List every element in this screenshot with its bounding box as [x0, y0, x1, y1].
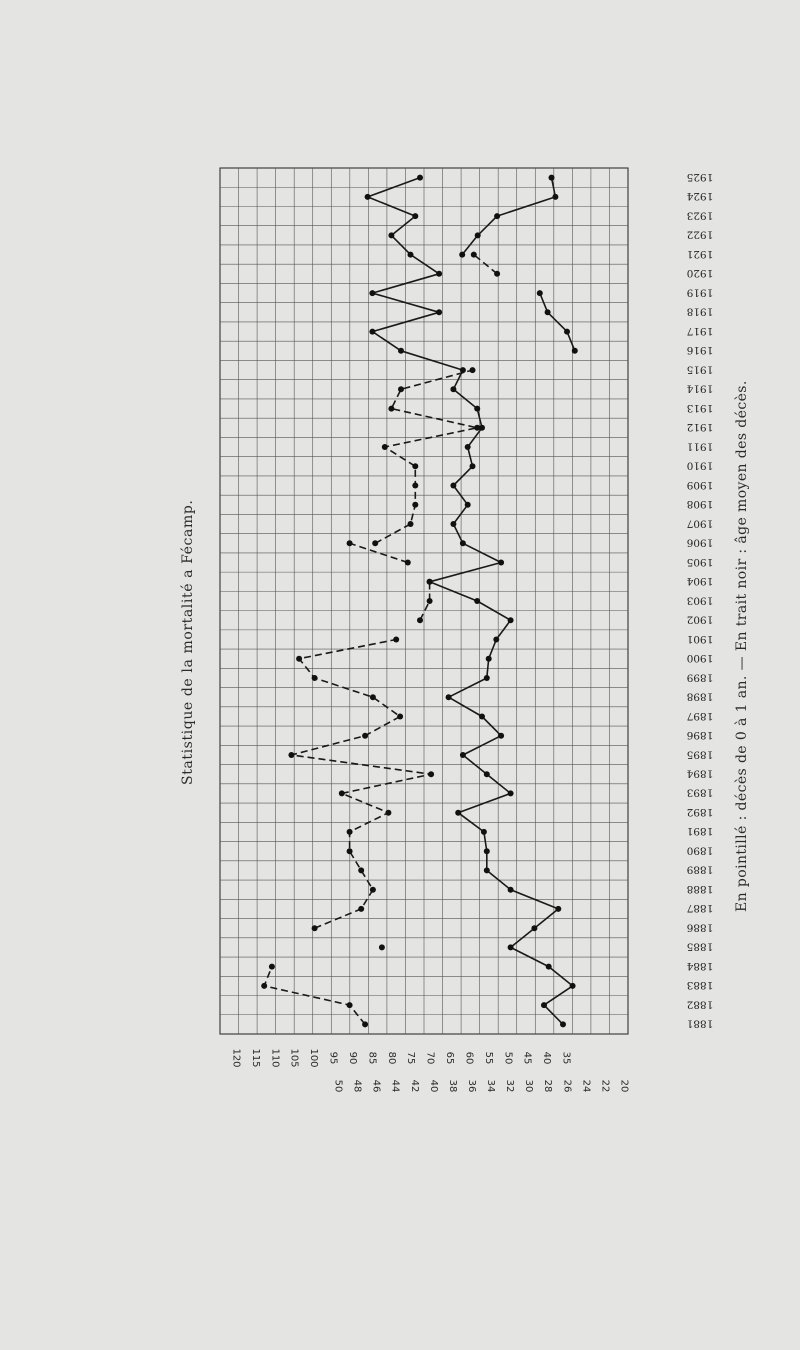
age-tick-label: 42	[408, 1079, 420, 1093]
data-point	[450, 521, 456, 527]
data-point	[372, 540, 378, 546]
chart-grid	[220, 168, 628, 1034]
year-label: 1924	[686, 190, 714, 203]
data-point	[484, 848, 490, 854]
data-point	[417, 617, 423, 623]
data-point	[412, 463, 418, 469]
year-label: 1925	[686, 170, 714, 183]
data-point	[564, 329, 570, 335]
year-label: 1897	[686, 709, 714, 722]
deaths-tick-label: 70	[424, 1051, 436, 1065]
deaths-tick-label: 100	[308, 1048, 320, 1068]
year-axis	[686, 171, 713, 1030]
data-point	[493, 637, 499, 643]
data-point	[408, 521, 414, 527]
data-point	[347, 1002, 353, 1008]
year-label: 1899	[686, 671, 714, 684]
data-point	[474, 598, 480, 604]
data-point	[508, 790, 514, 796]
data-point	[369, 290, 375, 296]
chart-title: Statistique de la mortalité a Fécamp.	[180, 499, 196, 785]
age-tick-label: 26	[561, 1079, 573, 1093]
year-label: 1921	[686, 247, 714, 260]
year-label: 1906	[686, 536, 714, 549]
deaths-tick-label: 110	[269, 1048, 281, 1068]
data-point	[541, 1002, 547, 1008]
data-point	[460, 540, 466, 546]
data-point	[450, 386, 456, 392]
data-point	[398, 348, 404, 354]
year-label: 1902	[686, 613, 714, 626]
data-point	[312, 925, 318, 931]
year-label: 1883	[686, 979, 714, 992]
data-point	[531, 925, 537, 931]
deaths-tick-label: 115	[249, 1048, 261, 1068]
data-point	[339, 790, 345, 796]
year-label: 1911	[686, 440, 714, 453]
data-point	[347, 829, 353, 835]
deaths-tick-label: 55	[482, 1051, 494, 1065]
data-point	[388, 232, 394, 238]
data-point	[436, 309, 442, 315]
solid-series-line	[368, 178, 573, 1025]
data-point	[393, 637, 399, 643]
year-label: 1889	[686, 863, 714, 876]
year-label: 1888	[686, 883, 714, 896]
data-point	[474, 406, 480, 412]
deaths-tick-label: 45	[521, 1051, 533, 1065]
year-label: 1913	[686, 401, 714, 414]
data-point	[365, 194, 371, 200]
age-tick-label: 22	[599, 1079, 611, 1093]
year-label: 1917	[686, 324, 714, 337]
data-point	[494, 213, 500, 219]
year-label: 1900	[686, 652, 714, 665]
data-point	[552, 194, 558, 200]
year-label: 1885	[686, 940, 714, 953]
data-point	[358, 906, 364, 912]
data-point	[572, 348, 578, 354]
data-point	[537, 290, 543, 296]
data-point	[470, 367, 476, 373]
data-point	[261, 983, 267, 989]
year-label: 1886	[686, 921, 714, 934]
data-point	[398, 386, 404, 392]
data-point	[479, 425, 485, 431]
deaths-tick-label: 65	[444, 1051, 455, 1065]
data-point	[412, 502, 418, 508]
deaths-tick-label: 85	[366, 1051, 378, 1065]
year-label: 1912	[686, 421, 714, 434]
data-point	[508, 944, 514, 950]
data-point	[405, 560, 411, 566]
data-point	[385, 810, 391, 816]
age-tick-label: 48	[351, 1079, 363, 1093]
data-point	[436, 271, 442, 277]
data-point	[446, 694, 452, 700]
age-tick-label: 46	[370, 1079, 382, 1093]
deaths-tick-label: 75	[405, 1051, 417, 1065]
data-point	[408, 252, 414, 258]
data-point	[269, 964, 275, 970]
year-label: 1915	[686, 363, 714, 376]
data-point	[460, 367, 466, 373]
data-point	[484, 675, 490, 681]
data-point	[484, 867, 490, 873]
data-point	[455, 810, 461, 816]
data-point	[508, 617, 514, 623]
data-point	[486, 656, 492, 662]
age-tick-label: 38	[446, 1079, 458, 1093]
deaths-tick-label: 50	[502, 1051, 514, 1065]
year-label: 1884	[686, 959, 714, 972]
data-point	[560, 1021, 566, 1027]
data-point	[545, 309, 551, 315]
year-label: 1895	[686, 748, 714, 761]
year-label: 1896	[686, 729, 714, 742]
year-label: 1905	[686, 555, 714, 568]
data-point	[358, 867, 364, 873]
year-label: 1907	[686, 517, 714, 530]
data-point	[362, 1021, 368, 1027]
data-point	[450, 483, 456, 489]
year-label: 1916	[686, 344, 714, 357]
age-tick-label: 50	[332, 1079, 344, 1093]
year-label: 1891	[686, 825, 714, 838]
year-label: 1892	[686, 806, 714, 819]
data-point	[427, 579, 433, 585]
data-point	[546, 964, 552, 970]
data-point	[570, 983, 576, 989]
deaths-tick-label: 120	[230, 1048, 242, 1068]
data-point	[471, 252, 477, 258]
year-label: 1904	[686, 575, 714, 588]
age-tick-label: 20	[618, 1079, 630, 1093]
deaths-tick-label: 35	[560, 1051, 572, 1065]
year-label: 1893	[686, 786, 714, 799]
data-point	[388, 406, 394, 412]
data-point	[479, 714, 485, 720]
data-point	[498, 733, 504, 739]
data-point	[382, 444, 388, 450]
year-label: 1890	[686, 844, 714, 857]
data-point	[428, 771, 434, 777]
age-tick-label: 40	[427, 1079, 439, 1093]
data-point	[470, 463, 476, 469]
deaths-tick-label: 80	[385, 1051, 397, 1065]
solid-series-line	[462, 178, 555, 255]
data-point	[312, 675, 318, 681]
year-label: 1894	[686, 767, 714, 780]
year-label: 1914	[686, 382, 714, 395]
data-point	[417, 175, 423, 181]
value-axes	[231, 1048, 630, 1092]
data-point	[288, 752, 294, 758]
data-point	[362, 733, 368, 739]
deaths-tick-label: 95	[327, 1051, 339, 1065]
age-tick-label: 34	[485, 1079, 496, 1093]
age-tick-label: 24	[580, 1079, 592, 1093]
age-tick-label: 28	[542, 1079, 554, 1093]
year-label: 1881	[686, 1017, 714, 1030]
data-point	[412, 483, 418, 489]
year-label: 1922	[686, 228, 714, 241]
data-point	[475, 232, 481, 238]
data-point	[370, 694, 376, 700]
chart-caption: En pointillé : décès de 0 à 1 an. — En trait noir : âge moyen des décès.	[734, 380, 750, 912]
data-point	[369, 329, 375, 335]
year-label: 1923	[686, 209, 714, 222]
data-point	[296, 656, 302, 662]
data-point	[347, 848, 353, 854]
data-point	[370, 887, 376, 893]
data-point	[397, 714, 403, 720]
year-label: 1918	[686, 305, 714, 318]
year-label: 1920	[686, 267, 714, 280]
year-label: 1910	[686, 459, 714, 472]
year-label: 1898	[686, 690, 714, 703]
data-point	[465, 444, 471, 450]
year-label: 1882	[686, 998, 714, 1011]
age-tick-label: 44	[389, 1079, 401, 1093]
deaths-tick-label: 40	[541, 1051, 553, 1065]
year-label: 1909	[686, 478, 714, 491]
data-point	[481, 829, 487, 835]
data-point	[459, 252, 465, 258]
age-tick-label: 32	[504, 1079, 516, 1093]
data-point	[427, 598, 433, 604]
year-label: 1919	[686, 286, 714, 299]
year-label: 1908	[686, 498, 714, 511]
data-point	[508, 887, 514, 893]
data-point	[484, 771, 490, 777]
data-point	[465, 502, 471, 508]
data-point	[494, 271, 500, 277]
data-point	[412, 213, 418, 219]
deaths-tick-label: 60	[463, 1051, 475, 1065]
deaths-tick-label: 105	[288, 1048, 300, 1068]
data-point	[379, 944, 385, 950]
data-point	[460, 752, 466, 758]
age-tick-label: 30	[523, 1079, 535, 1093]
year-label: 1901	[686, 632, 714, 645]
data-point	[549, 175, 555, 181]
age-tick-label: 36	[466, 1079, 477, 1093]
year-label: 1903	[686, 594, 714, 607]
year-label: 1887	[686, 902, 714, 915]
deaths-tick-label: 90	[347, 1051, 358, 1065]
data-point	[555, 906, 561, 912]
data-point	[347, 540, 353, 546]
data-point	[498, 560, 504, 566]
